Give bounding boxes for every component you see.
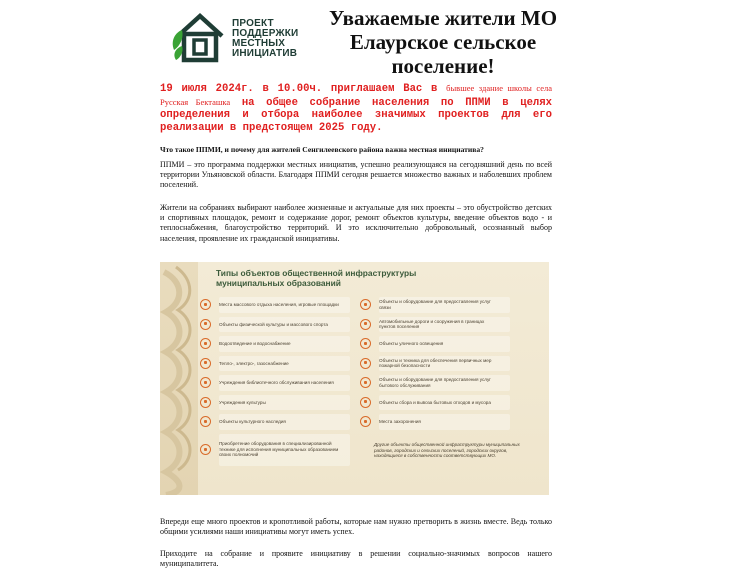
logo-line: ПРОЕКТ: [232, 18, 274, 29]
paragraph-call: Приходите на собрание и проявите инициативу в решении социально-значимых вопросов нашего муниципалитета.: [160, 549, 552, 569]
infographic-item: Учреждения библиотечного обслуживания населения: [200, 373, 350, 393]
invitation-part: на общее собрание населения по ППМИ в целях определения и отбора наиболее значимых проектов для его реализации в предстоящем 2025 году.: [160, 96, 552, 134]
category-icon: [200, 444, 211, 455]
infographic-item: Тепло-, электро-, газоснабжение: [200, 354, 350, 374]
infographic-left-column: [200, 295, 350, 468]
category-icon: [360, 319, 371, 330]
section-question: Что такое ППМИ, и почему для жителей Сенгилеевского района важна местная инициатива?: [160, 145, 484, 154]
logo-line: ПОДДЕРЖКИ: [232, 28, 299, 39]
heading-line: поселение!: [391, 54, 495, 78]
category-icon: [360, 338, 371, 349]
infographic-title-line: Типы объектов общественной инфраструктуры: [216, 268, 417, 278]
heading-line: Елаурское сельское: [349, 30, 537, 54]
ornament-icon: [160, 262, 198, 495]
infrastructure-infographic: [160, 262, 549, 495]
infographic-right-column: [360, 295, 510, 432]
paragraph-about: ППМИ – это программа поддержки местных инициатив, успешно реализующаяся на сегодняшний день по всей территории Ульяновской области. Благодаря ППМИ сегодня решается множество важных и наболевших проблем поселений.: [160, 160, 552, 190]
page-heading: [318, 6, 568, 78]
infographic-title-line: муниципальных образований: [216, 278, 341, 288]
category-icon: [200, 416, 211, 427]
invitation-part: 19 июля 2024г. в 10.00ч. приглашаем Вас в: [160, 83, 438, 95]
paragraph-projects: Жители на собраниях выбирают наиболее жизненные и актуальные для них проекты – это обустройство детских и спортивных площадок, ремонт и содержание дорог, ремонт объектов культуры, введение объектов водо - и теплоснабжения, благоустройство территорий. И это исключительно добровольный, осознанный выбор населения, проявление их гражданской инициативы.: [160, 203, 552, 243]
infographic-item: Объекты и оборудование для предоставления услуг связи: [360, 295, 510, 315]
infographic-item: Объекты культурного наследия: [200, 412, 350, 432]
infographic-item: Учреждения культуры: [200, 393, 350, 413]
infographic-note: Другие объекты общественной инфраструктуры муниципальных районов, городских и сельских поселений, городских округов, находящиеся в собственности соответствующих МО.: [374, 442, 520, 459]
infographic-item: Объекты уличного освещения: [360, 334, 510, 354]
infographic-item: Места массового отдыха населения, игровые площадки: [200, 295, 350, 315]
category-icon: [360, 416, 371, 427]
infographic-item: Объекты и оборудование для предоставления услуг бытового обслуживания: [360, 373, 510, 393]
invitation-text: [160, 82, 552, 134]
category-icon: [200, 338, 211, 349]
category-icon: [200, 319, 211, 330]
category-icon: [200, 299, 211, 310]
infographic-item: Места захоронения: [360, 412, 510, 432]
infographic-item: Объекты сбора и вывоза бытовых отходов и мусора: [360, 393, 510, 413]
infographic-item: Объекты и техника для обеспечения первичных мер пожарной безопасности: [360, 354, 510, 374]
category-icon: [360, 397, 371, 408]
heading-line: Уважаемые жители МО: [328, 6, 558, 30]
category-icon: [360, 358, 371, 369]
infographic-item: Приобретение оборудования в специализированной технике для исполнения муниципальных образованием своих полномочий: [200, 432, 350, 468]
logo-text: [232, 19, 332, 59]
house-leaf-icon: [168, 10, 232, 66]
logo-line: МЕСТНЫХ: [232, 38, 286, 49]
infographic-item: Объекты физической культуры и массового спорта: [200, 315, 350, 335]
category-icon: [360, 299, 371, 310]
category-icon: [200, 358, 211, 369]
infographic-title: [216, 268, 516, 288]
invitation-place: бывшее здание школы села Русская Бекташка: [160, 83, 552, 107]
category-icon: [200, 377, 211, 388]
logo-line: ИНИЦИАТИВ: [232, 48, 298, 59]
infographic-item: Автомобильные дороги и сооружения в границах пунктов поселения: [360, 315, 510, 335]
infographic-item: Водоотведение и водоснабжение: [200, 334, 350, 354]
paragraph-future: Впереди еще много проектов и кропотливой работы, которые нам нужно претворить в жизнь вместе. Ведь только общими усилиями наши инициативы могут иметь успех.: [160, 517, 552, 537]
ornament-strip: [160, 262, 198, 495]
category-icon: [360, 377, 371, 388]
category-icon: [200, 397, 211, 408]
